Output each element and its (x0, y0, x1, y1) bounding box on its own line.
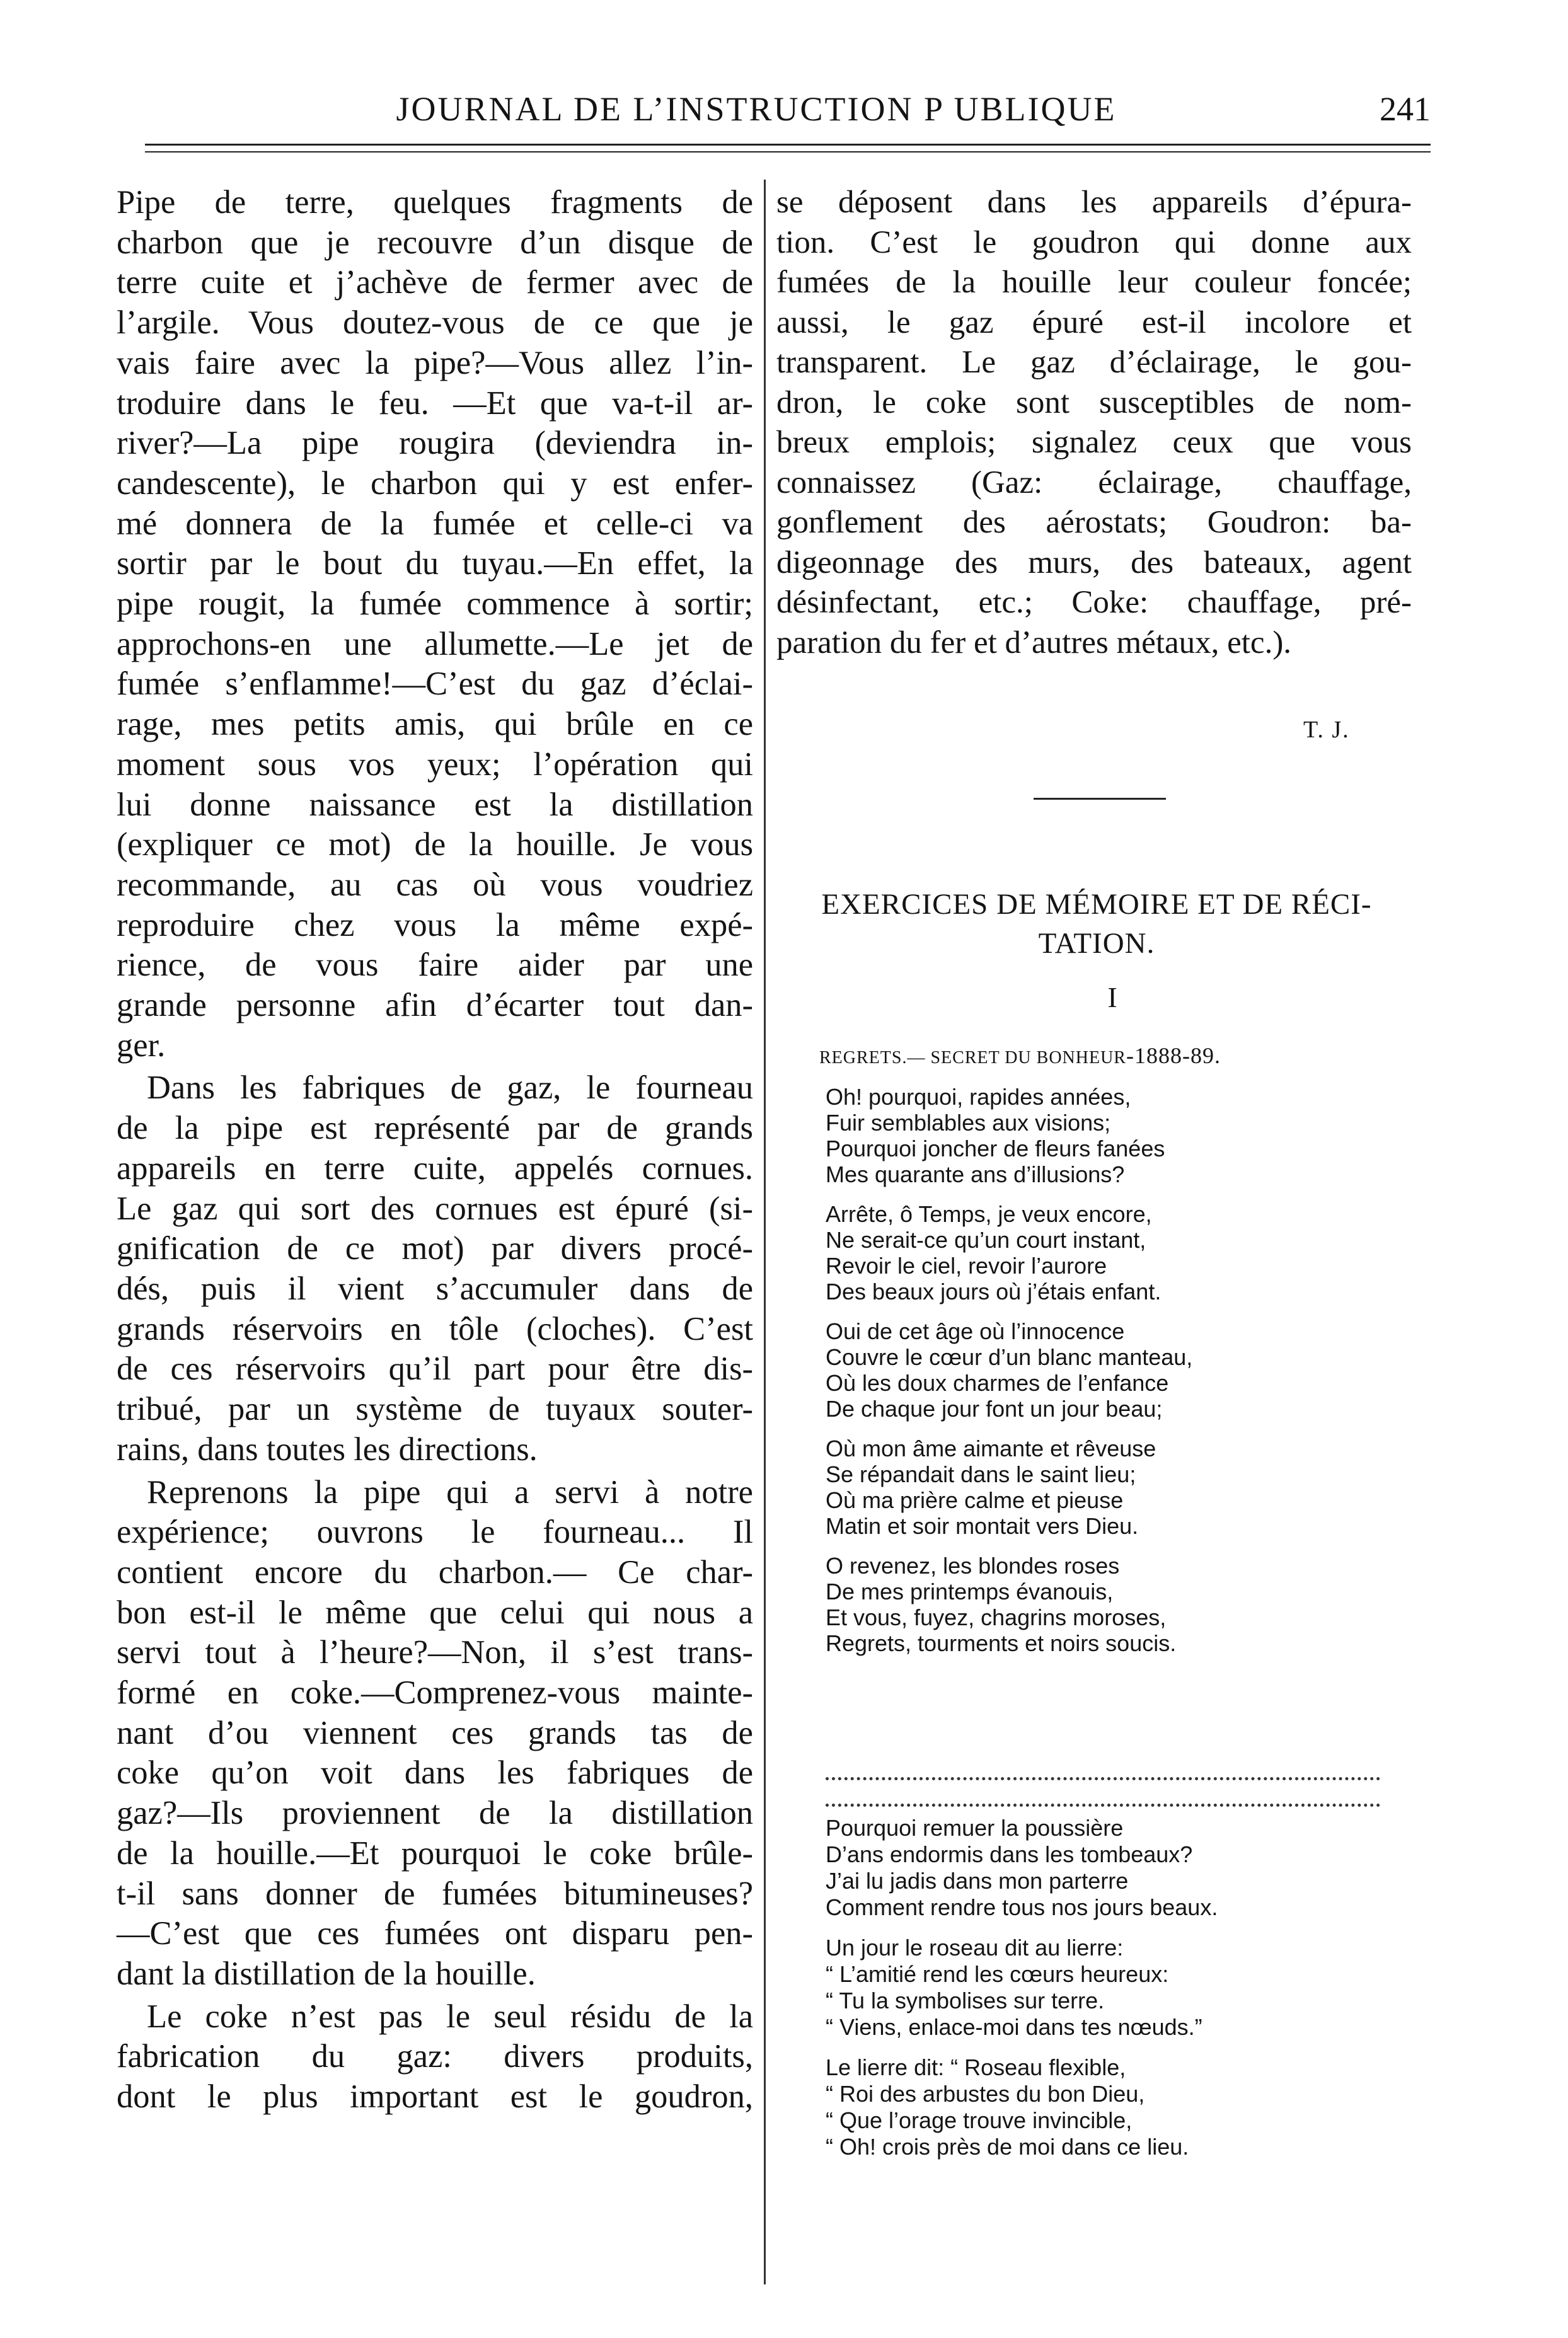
text-line: connaissez (Gaz: éclairage, chauffage, (776, 464, 1412, 500)
poem-line: “ Que l’orage trouve invincible, (826, 2107, 1133, 2133)
text-line: dont le plus important est le goudron, (117, 2078, 753, 2116)
text-line: ger. (117, 1027, 166, 1064)
paragraph-gas-factories (117, 1068, 753, 1470)
text-line: fumées de la houille leur couleur foncée; (776, 265, 1412, 300)
poem-line: Arrête, ô Temps, je veux encore, (826, 1201, 1152, 1227)
text-line: charbon que je recouvre d’un disque de (117, 224, 753, 261)
subtitle-year: -1888-89. (1126, 1043, 1221, 1068)
text-line: lui donne naissance est la distillation (117, 786, 753, 823)
poem-line: “ Oh! crois près de moi dans ce lieu. (826, 2134, 1189, 2160)
poem-part-2 (826, 1815, 1393, 2174)
text-line: tion. C’est le goudron qui donne aux (776, 224, 1412, 260)
text-line: rience, de vous faire aider par une (117, 947, 753, 984)
page-number: 241 (1380, 90, 1431, 128)
ellipsis-line-2 (826, 1804, 1380, 1812)
text-line: gonflement des aérostats; Goudron: ba- (776, 505, 1412, 540)
section-title-line-1: EXERCICES DE MÉMOIRE ET DE RÉCI- (821, 888, 1372, 921)
exercise-number: I (1107, 981, 1117, 1013)
poem-stanza (826, 1201, 1393, 1304)
poem-line: “ L’amitié rend les cœurs heureux: (826, 1961, 1169, 1987)
text-line: bon est-il le même que celui qui nous a (117, 1594, 753, 1631)
text-line: expérience; ouvrons le fourneau... Il (117, 1514, 753, 1551)
text-line: breux emplois; signalez ceux que vous (776, 425, 1412, 460)
text-line: rains, dans toutes les directions. (117, 1431, 538, 1468)
text-line: fabrication du gaz: divers produits, (117, 2038, 753, 2075)
text-line: aussi, le gaz épuré est-il incolore et (776, 304, 1412, 340)
text-line: moment sous vos yeux; l’opération qui (117, 746, 753, 783)
text-line: transparent. Le gaz d’éclairage, le gou- (776, 345, 1412, 380)
text-line: Pipe de terre, quelques fragments de (117, 184, 753, 221)
text-line: Le gaz qui sort des cornues est épuré (si- (117, 1190, 753, 1227)
poem-line: Et vous, fuyez, chagrins moroses, (826, 1604, 1167, 1630)
poem-line: Des beaux jours où j’étais enfant. (826, 1279, 1162, 1304)
text-line: de la houille.—Et pourquoi le coke brûle- (117, 1834, 753, 1872)
text-line: grande personne afin d’écarter tout dan- (117, 987, 753, 1024)
text-line: sortir par le bout du tuyau.—En effet, la (117, 545, 753, 582)
poem-line: D’ans endormis dans les tombeaux? (826, 1841, 1193, 1867)
paragraph-residues (117, 1997, 753, 2117)
text-line: (expliquer ce mot) de la houille. Je vous (117, 826, 753, 863)
paragraph-tar (776, 183, 1412, 663)
right-column (776, 183, 1412, 663)
poem-line: De mes printemps évanouis, (826, 1579, 1114, 1604)
text-line: gaz?—Ils proviennent de la distillation (117, 1795, 753, 1832)
text-line: se déposent dans les appareils d’épura- (776, 185, 1412, 220)
ellipsis-line-1 (826, 1777, 1380, 1785)
header-rule-bottom (145, 151, 1431, 153)
text-line: rage, mes petits amis, qui brûle en ce (117, 706, 753, 743)
poem-stanza (826, 1553, 1393, 1656)
text-line: Le coke n’est pas le seul résidu de la (147, 1998, 753, 2035)
poem-stanza (826, 1436, 1393, 1539)
text-line: —C’est que ces fumées ont disparu pen- (117, 1915, 753, 1952)
text-line: formé en coke.—Comprenez-vous mainte- (117, 1674, 753, 1712)
poem-line: Couvre le cœur d’un blanc manteau, (826, 1344, 1193, 1370)
text-line: contient encore du charbon.— Ce char- (117, 1553, 753, 1591)
poem-line: Où ma prière calme et pieuse (826, 1487, 1124, 1513)
text-line: pipe rougit, la fumée commence à sortir; (117, 585, 753, 623)
poem-line: Comment rendre tous nos jours beaux. (826, 1894, 1218, 1920)
text-line: terre cuite et j’achève de fermer avec de (117, 264, 753, 301)
poem-line: Un jour le roseau dit au lierre: (826, 1935, 1124, 1961)
section-title (772, 885, 1421, 963)
text-line: dron, le coke sont susceptibles de nom- (776, 384, 1412, 420)
poem-stanza (826, 2054, 1393, 2160)
poem-line: “ Viens, enlace-moi dans tes nœuds.” (826, 2014, 1202, 2040)
text-line: recommande, au cas où vous voudriez (117, 866, 753, 903)
text-line: troduire dans le feu. —Et que va-t-il ar- (117, 384, 753, 422)
text-line: appareils en terre cuite, appelés cornues. (117, 1149, 753, 1187)
text-line: candescente), le charbon qui y est enfer- (117, 464, 753, 502)
poem-line: Où mon âme aimante et rêveuse (826, 1436, 1156, 1461)
text-line: dés, puis il vient s’accumuler dans de (117, 1270, 753, 1307)
poem-line: Pourquoi remuer la poussière (826, 1815, 1124, 1841)
text-line: dant la distillation de la houille. (117, 1955, 536, 1992)
text-line: de la pipe est représenté par de grands (117, 1110, 753, 1147)
subtitle-regrets: REGRETS. (819, 1048, 908, 1068)
paragraph-coke (117, 1473, 753, 1995)
text-line: Reprenons la pipe qui a servi à notre (147, 1473, 753, 1511)
poem-stanza (826, 1318, 1393, 1422)
poem-part-1 (826, 1084, 1393, 1670)
text-line: river?—La pipe rougira (deviendra in- (117, 425, 753, 462)
section-title-line-2: TATION. (1038, 927, 1155, 960)
text-line: l’argile. Vous doutez-vous de ce que je (117, 304, 753, 342)
header-rule-top (145, 144, 1431, 146)
poem-line: “ Roi des arbustes du bon Dieu, (826, 2081, 1145, 2107)
text-line: paration du fer et d’autres métaux, etc.). (776, 625, 1292, 660)
page-header (145, 89, 1431, 134)
poem-line: Où les doux charmes de l’enfance (826, 1370, 1169, 1396)
text-line: désinfectant, etc.; Coke: chauffage, pré- (776, 585, 1412, 620)
column-divider (764, 180, 766, 2284)
text-line: Dans les fabriques de gaz, le fourneau (147, 1069, 753, 1107)
text-line: servi tout à l’heure?—Non, il s’est trans- (117, 1634, 753, 1671)
text-line: tribué, par un système de tuyaux souter- (117, 1391, 753, 1428)
text-line: digeonnage des murs, des bateaux, agent (776, 544, 1412, 580)
poem-line: Pourquoi joncher de fleurs fanées (826, 1136, 1165, 1161)
journal-title: JOURNAL DE L’INSTRUCTION P UBLIQUE (396, 90, 1117, 128)
poem-line: Ne serait-ce qu’un court instant, (826, 1227, 1146, 1253)
poem-line: Se répandait dans le saint lieu; (826, 1461, 1136, 1487)
poem-line: Oh! pourquoi, rapides années, (826, 1084, 1131, 1110)
text-line: gnification de ce mot) par divers procé- (117, 1230, 753, 1267)
text-line: grands réservoirs en tôle (cloches). C’est (117, 1310, 753, 1347)
poem-stanza (826, 1935, 1393, 2041)
poem-line: Fuir semblables aux visions; (826, 1110, 1111, 1136)
paragraph-pipe-experiment (117, 183, 753, 1066)
subtitle-secret: — SECRET DU BONHEUR (907, 1048, 1126, 1068)
poem-line: De chaque jour font un jour beau; (826, 1396, 1163, 1422)
text-line: fumée s’enflamme!—C’est du gaz d’éclai- (117, 665, 753, 703)
poem-stanza (826, 1815, 1393, 1921)
text-line: mé donnera de la fumée et celle-ci va (117, 505, 753, 542)
text-line: coke qu’on voit dans les fabriques de (117, 1754, 753, 1792)
poem-line: Le lierre dit: “ Roseau flexible, (826, 2054, 1126, 2080)
poem-line: Oui de cet âge où l’innocence (826, 1318, 1125, 1344)
poem-line: “ Tu la symbolises sur terre. (826, 1988, 1105, 2013)
poem-line: Matin et soir montait vers Dieu. (826, 1513, 1139, 1539)
text-line: de ces réservoirs qu’il part pour être dis- (117, 1350, 753, 1388)
poem-subtitle (819, 1042, 1386, 1069)
poem-line: Regrets, tourments et noirs soucis. (826, 1630, 1177, 1656)
text-line: approchons-en une allumette.—Le jet de (117, 625, 753, 662)
poem-stanza (826, 1084, 1393, 1187)
poem-line: Mes quarante ans d’illusions? (826, 1161, 1125, 1187)
text-line: vais faire avec la pipe?—Vous allez l’in- (117, 344, 753, 381)
poem-line: O revenez, les blondes roses (826, 1553, 1120, 1579)
left-column (117, 183, 753, 2120)
text-line: reproduire chez vous la même expé- (117, 906, 753, 943)
author-signature: T. J. (1303, 717, 1350, 743)
text-line: t-il sans donner de fumées bitumineuses? (117, 1875, 753, 1912)
text-line: nant d’ou viennent ces grands tas de (117, 1714, 753, 1751)
section-separator (1034, 798, 1166, 800)
poem-line: Revoir le ciel, revoir l’aurore (826, 1253, 1107, 1279)
poem-line: J’ai lu jadis dans mon parterre (826, 1868, 1129, 1894)
